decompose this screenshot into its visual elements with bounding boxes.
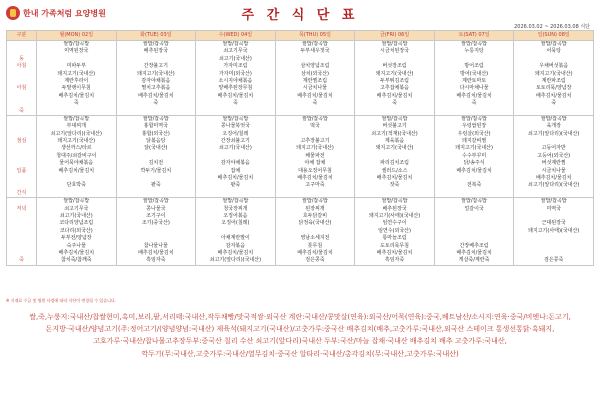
menu-item: 버섯불고기 [382, 123, 407, 130]
menu-item: 고등어자반 [541, 145, 566, 152]
menu-cell [434, 41, 514, 116]
menu-item: 쌀밥/잡곡밥 [381, 41, 408, 47]
menu-item: 잡채 [230, 167, 241, 174]
menu-item: 도토리묵무침 [380, 242, 410, 249]
menu-item: 누룽지탕 [464, 48, 484, 55]
menu-item: 팥죽 [151, 182, 161, 189]
menu-item: 시금치나물 [541, 167, 566, 174]
menu-item: 조기(중국산) [141, 220, 170, 227]
menu-item: 쌀밥/잡곡밥 [302, 115, 328, 122]
menu-item: 쌀밥/잡곡밥 [540, 115, 567, 122]
menu-item: 잣죽 [389, 182, 400, 189]
menu-item: 해물파전 [305, 152, 325, 159]
menu-item: 수수부꾸미 [462, 152, 487, 159]
menu-cell [116, 198, 196, 266]
menu-item: 떡국 [310, 123, 320, 130]
meal-label-line: 저녁 [16, 205, 27, 212]
meal-row [7, 115, 594, 197]
menu-item: 생선까스/타르 [60, 145, 92, 152]
meal-label-line [7, 213, 36, 220]
menu-cell [37, 41, 117, 116]
menu-item: 두부새우젓국 [300, 48, 330, 55]
menu-item: 쌀밥/잡곡밥 [540, 41, 567, 47]
menu-item: 간장쇠불고기 [220, 138, 250, 145]
menu-item: 계란파조림 [541, 77, 566, 84]
menu-item: 야채 잡채 [304, 160, 326, 167]
meal-row [7, 41, 594, 116]
menu-item: 얼갈이국 [464, 205, 484, 212]
meal-label-line [7, 175, 36, 182]
menu-change-note: ※ 식재료 수급 및 병원 사정에 따라 식단이 변경될 수 있습니다. [6, 298, 117, 303]
menu-cell [116, 115, 196, 197]
menu-item: 홍합(외국산) [141, 130, 170, 137]
menu-item: 계란토마토 [462, 77, 487, 84]
menu-item [117, 235, 196, 242]
menu-item: 감자볶음 [225, 242, 246, 249]
menu-item: 미파두부 [66, 63, 86, 70]
meal-label-line [7, 198, 36, 205]
menu-item: 된장찌개 [305, 205, 325, 212]
meal-label-line [7, 243, 36, 250]
menu-item: 죽 [232, 100, 238, 107]
menu-item: 쌀밥/잡곡밥 [461, 198, 488, 205]
origin-line: 돈지방·국내산/양념고기(주:정어고기/(양념양념:국내산) 제육석(돼지고기(국내산)/고춧가루:중국산 배추김치(배추,고춧가루:국내산,외국산 스테이크 통생선통닭·흑돼지, [45, 325, 555, 334]
meal-label-line [7, 160, 36, 167]
menu-item: 호두닭갈비 [302, 212, 328, 219]
menu-item: 두말랭이무침 [61, 85, 91, 92]
menu-item [435, 235, 514, 242]
weekly-menu-table [6, 30, 594, 266]
menu-item: 쌀밥/잡곡밥 [63, 198, 90, 205]
menu-item [514, 235, 593, 242]
menu-item: 돼지고기(국내산) [296, 145, 334, 152]
menu-cell [37, 198, 117, 266]
menu-cell [355, 198, 435, 266]
menu-item: 죽 [73, 100, 79, 107]
date-range: 2026.03.02 ~ 2026.03.08 식단 [514, 24, 590, 30]
menu-item: 쌀밥/잡곡밥 [381, 115, 408, 122]
menu-cell [275, 115, 355, 197]
menu-item: 멸치고추볶음 [141, 85, 171, 92]
meal-label-line [7, 220, 36, 227]
menu-item: 오징어/칠레 [222, 130, 249, 137]
menu-item: 감자야채볶음 [141, 77, 171, 84]
menu-cell [514, 198, 594, 266]
menu-cell [116, 41, 196, 116]
day-header: 월(MON) 02일 [37, 31, 117, 41]
menu-item: 돼지고기(국내산) [534, 70, 573, 77]
menu-item: 쌀밥/잡곡밥 [461, 41, 488, 47]
menu-item: 쌀밥/잡곡밥 [302, 41, 328, 47]
menu-cell [434, 198, 514, 266]
menu-item: 간장불고기 [143, 63, 168, 70]
menu-item: 돼지고기(국내산) [455, 145, 493, 152]
menu-item: 죽 [392, 100, 397, 107]
day-header: 금(FRI) 06일 [355, 31, 435, 41]
menu-item: 닭볶음탕 [146, 138, 166, 145]
menu-item: 미역된장국 [64, 48, 89, 55]
menu-item: 육개장 [546, 123, 561, 130]
menu-item: 참나물나물 [143, 242, 168, 249]
menu-item: 방어(국내산) [460, 70, 489, 77]
meal-label [7, 198, 37, 266]
menu-item: 닭(국내산) [144, 145, 168, 152]
meal-label-line [7, 71, 36, 78]
origin-line: 쌀,죽,누룽지:국내산/찹쌀현미,흑미,보리,팥,서리태:국내산,작두채빵/맛국적쌈·외국산 계란:국내산/콩맛살(연육):외국산/어묵(연육):중국,베트남산/소시지:연육·중국/비엔나:돈고기, [29, 313, 571, 321]
menu-item: 배추김치/물김치 [376, 92, 413, 99]
menu-item: 게살죽/계란죽 [458, 257, 490, 264]
menu-cell [275, 41, 355, 116]
menu-item: 돼지고기(국내산) [136, 70, 175, 77]
menu-item: 배추김치/물김치 [535, 92, 572, 99]
menu-item: 배추김치/물김치 [456, 92, 492, 99]
menu-item: 두부튀김조림 [380, 77, 410, 84]
menu-item: 소시지야채볶음 [218, 77, 253, 84]
menu-item: 삼치양념조림 [300, 63, 330, 70]
menu-cell [514, 41, 594, 116]
menu-item: 쌀밥/잡곡밥 [461, 115, 488, 122]
meal-label [7, 115, 37, 197]
menu-item: 코다리양념조림 [59, 220, 94, 227]
menu-item: 셀러드/소스 [381, 167, 408, 174]
menu-item: 통마늘조림 [382, 235, 407, 242]
meal-label-line: 동 [19, 55, 24, 62]
menu-cell [196, 115, 276, 197]
menu-item: 우렁쌈된장 [462, 123, 487, 130]
menu-item: 쇠고기(앞다리)(국내산) [50, 130, 102, 137]
menu-item: 참치죽/참깨죽 [60, 257, 92, 264]
meal-label-line [7, 131, 36, 138]
menu-item: 배추김치/물김치 [138, 92, 174, 99]
menu-item: 방어조림 [464, 63, 484, 70]
menu-item: 김치전 [148, 160, 164, 167]
menu-item: 깍두기/물김치 [140, 167, 172, 174]
menu-item: 임연수(외국산) [378, 227, 411, 234]
menu-item: 돼지고기(사태)(국내산) [368, 212, 421, 219]
menu-item: 톳무침 [307, 242, 323, 249]
menu-item: 쌀밥/잡곡밥 [222, 198, 249, 205]
day-header-row [7, 31, 594, 41]
meal-label-line [7, 41, 36, 48]
menu-cell [434, 115, 514, 197]
menu-item: 고구마죽 [305, 182, 325, 189]
menu-item [435, 220, 514, 227]
menu-item: 코다리(외국산) [59, 227, 93, 234]
menu-item: 홍합미역국 [143, 123, 168, 130]
menu-item: 흑임자죽 [146, 257, 166, 264]
menu-item: 쇠고기무국 [64, 205, 89, 212]
meal-label-line [7, 182, 36, 189]
menu-item: 쇠고기(국내산) [59, 212, 93, 219]
menu-item: 숙주나물 [66, 242, 86, 249]
col-header: 구분 [7, 31, 37, 41]
meal-label-line: 점심 [16, 138, 27, 145]
menu-item: 다시마채나물 [459, 85, 489, 92]
menu-item: 아채계란말이 [220, 235, 250, 242]
menu-item: 고추잡채볶음 [380, 85, 410, 92]
menu-item: 두부전/양념장 [60, 235, 92, 242]
menu-item: 영남소세지전 [300, 235, 330, 242]
menu-item: 파리김치조림 [380, 160, 410, 167]
day-header: 목(THU) 05일 [275, 31, 355, 41]
menu-item: 배추김치/물김치 [217, 92, 254, 99]
menu-item: 쌀밥/잡곡밥 [381, 198, 408, 205]
meal-label-line [7, 48, 36, 55]
menu-cell [196, 41, 276, 116]
menu-item: 배추김치/물김치 [138, 249, 174, 256]
menu-item: 단호박죽 [66, 182, 86, 189]
menu-item [435, 228, 514, 235]
menu-item: 배추김치/물김치 [58, 92, 95, 99]
meal-label-line: 죽 [19, 257, 24, 264]
menu-item: 쇠고기무국 [223, 48, 248, 55]
menu-item: 양배추된장무침 [218, 85, 253, 92]
meal-label [7, 41, 37, 116]
meal-label-line: 아침 [16, 63, 27, 70]
meal-row [7, 198, 594, 266]
menu-item: 돼지고기(국내산) [57, 138, 96, 145]
menu-item: 계란후라이 [64, 77, 89, 84]
menu-item: 쇠고기(앞다리)(국내산) [528, 182, 580, 189]
menu-item: 고등어(외국산) [537, 152, 571, 159]
menu-item: 닭정육(국내산) [298, 220, 332, 227]
menu-item [276, 131, 355, 138]
menu-item: 돼지고기(국내산) [57, 70, 96, 77]
menu-item: 배추된장국 [143, 48, 168, 55]
meal-label-line: 죽 [19, 107, 24, 114]
menu-item: 배추김치/물김치 [376, 175, 413, 182]
meal-label-line: 간식 [16, 189, 27, 196]
menu-item [514, 243, 593, 250]
meal-label-line [7, 153, 36, 160]
menu-item: 배추김치/물김치 [456, 167, 492, 174]
menu-item: 가자미(외국산) [218, 70, 252, 77]
menu-item: 청국장찌개 [223, 205, 248, 212]
menu-item: 미역국 [546, 205, 561, 212]
meal-label-line [7, 145, 36, 152]
menu-item: 돼지고기(사태)(국내산) [528, 227, 580, 234]
menu-item: 부대찌개 [66, 123, 86, 130]
menu-item: 시금치나물 [302, 85, 328, 92]
menu-item: 임연수구이 [382, 220, 407, 227]
menu-item: 쇠고기(국내산) [218, 145, 252, 152]
origin-line: 깍두기(무:국내산,고춧가루:국내산/열무김치·중국산 알타리·국내산/총각김치(무:국내산,고춧가루:국내산) [141, 349, 459, 358]
meal-label-line [7, 235, 36, 242]
menu-item: 오징어(칠레) [221, 220, 250, 227]
day-header: 토(SAT) 07일 [434, 31, 514, 41]
menu-item: 버섯장조림 [382, 63, 407, 70]
menu-item: 배추김치/물김치 [58, 167, 95, 174]
menu-item: 쌀밥/잡곡밥 [540, 198, 567, 205]
menu-cell [514, 115, 594, 197]
menu-item: 쌀밥/잡곡밥 [302, 198, 328, 205]
menu-item: 쇠고기(적재)(국내산) [371, 130, 418, 137]
menu-item: 감자야채볶음 [220, 160, 250, 167]
menu-item: 조기구이 [146, 212, 166, 219]
menu-item: 쌀밥/잡곡밥 [142, 115, 169, 122]
menu-item: 대용오징어무침 [298, 167, 332, 174]
day-header: 화(TUE) 03일 [116, 31, 196, 41]
menu-item: 삼치(외국산) [300, 70, 329, 77]
menu-item: 오징어볶음 [223, 212, 248, 219]
menu-item: 검은콩죽 [305, 257, 325, 264]
meal-label-line [7, 228, 36, 235]
menu-item: 전복죽 [466, 182, 482, 189]
menu-item: 배추김치/물김치 [456, 249, 492, 256]
menu-item: 쇠고기(국내산) [218, 55, 252, 62]
menu-cell [196, 198, 276, 266]
menu-item: 배추된장국 [382, 205, 407, 212]
menu-item: 배추김치/물김치 [58, 249, 95, 256]
menu-item: 고추장불고기 [300, 138, 330, 145]
origin-line: 고호가루·국내산/찹나물고추장두부:중국산 칠리 수산 쇠고기(앞다리)국내산 두부:국산/마늘 잡채·국내산 배추김치 배추 고춧가루:국내산, [93, 337, 507, 346]
menu-item: 물어묵야채볶음 [59, 160, 94, 167]
menu-item: 쇠고기(앞다리)(국내산) [209, 257, 262, 264]
menu-item: 닭/송주식 [463, 160, 485, 167]
menu-item: 죽 [153, 100, 159, 107]
menu-item: 팥죽 [230, 182, 241, 189]
menu-item: 돼지갈비찜 [462, 138, 487, 145]
menu-item: 배추김치/물김치 [217, 249, 254, 256]
menu-item: 죽 [312, 100, 318, 107]
menu-item: 어묵탕 [546, 48, 561, 55]
meal-label-line [7, 100, 36, 107]
menu-item [435, 213, 514, 220]
menu-cell [275, 198, 355, 266]
menu-item: 죽 [471, 100, 477, 107]
origin-info [14, 311, 586, 360]
menu-item: 흑임자죽 [384, 257, 405, 264]
menu-item: 토토리묵/양념장 [535, 85, 572, 92]
page-title: 주 간 식 단 표 [241, 8, 359, 23]
meal-label-line [7, 116, 36, 123]
menu-item: 쌀밥/잡곡밥 [63, 115, 90, 122]
day-header: 수(WED) 04일 [196, 31, 276, 41]
menu-item: 쌀밥/잡곡밥 [142, 198, 169, 205]
menu-item: 버섯계란찜 [541, 160, 566, 167]
menu-item: 시금치된장국 [380, 48, 410, 55]
menu-item: 검은콩죽 [544, 257, 564, 264]
menu-item: 간장베추조림 [459, 242, 489, 249]
meal-label-line [7, 123, 36, 130]
menu-item [117, 228, 196, 235]
menu-item: 쌀밥/잡곡밥 [222, 41, 249, 47]
meal-label-line [7, 93, 36, 100]
menu-item: 배추김치/물김치 [217, 175, 254, 182]
menu-item: 제육볶음 [384, 138, 405, 145]
menu-item: 배추김치/물김치 [535, 175, 572, 182]
menu-item: 배추김치/물김치 [297, 92, 333, 99]
menu-item: 근대된장국 [541, 220, 566, 227]
menu-item: 콩나물북엇국 [220, 123, 250, 130]
meal-label-line: 아침 [16, 85, 27, 92]
menu-item: 청대주/쇠갈비구이 [56, 152, 97, 159]
meal-label-line: 일품 [16, 167, 27, 174]
menu-item: 배추김치/물김치 [376, 249, 413, 256]
menu-cell [37, 115, 117, 197]
menu-item: 돼지고기(국내산) [375, 70, 414, 77]
hospital-name: 한내 가족처럼 요양병원 [23, 8, 106, 18]
menu-item: 계란찜조림 [302, 77, 328, 84]
menu-item: 우채버섯볶음 [539, 63, 569, 70]
menu-item: 돼지고기(국내산) [375, 145, 414, 152]
menu-item: 쇠고기(앞다리)(국내산) [528, 130, 580, 137]
menu-item: 배추김치/물김치 [297, 175, 333, 182]
menu-item: 가자미조림 [223, 63, 248, 70]
menu-item: 쌀밥/잡곡밥 [142, 41, 169, 47]
menu-item: 쌀밥/잡곡밥 [63, 41, 90, 47]
menu-item: 콩나물국 [146, 205, 166, 212]
menu-cell [355, 115, 435, 197]
menu-cell [355, 41, 435, 116]
menu-item: 쌀밥/잡곡밥 [222, 115, 249, 122]
day-header: 일(SUN) 08일 [514, 31, 594, 41]
menu-item: 우렁살(외국산) [457, 130, 491, 137]
menu-item: 배추김치/물김치 [297, 249, 333, 256]
menu-item: 죽 [551, 100, 557, 107]
